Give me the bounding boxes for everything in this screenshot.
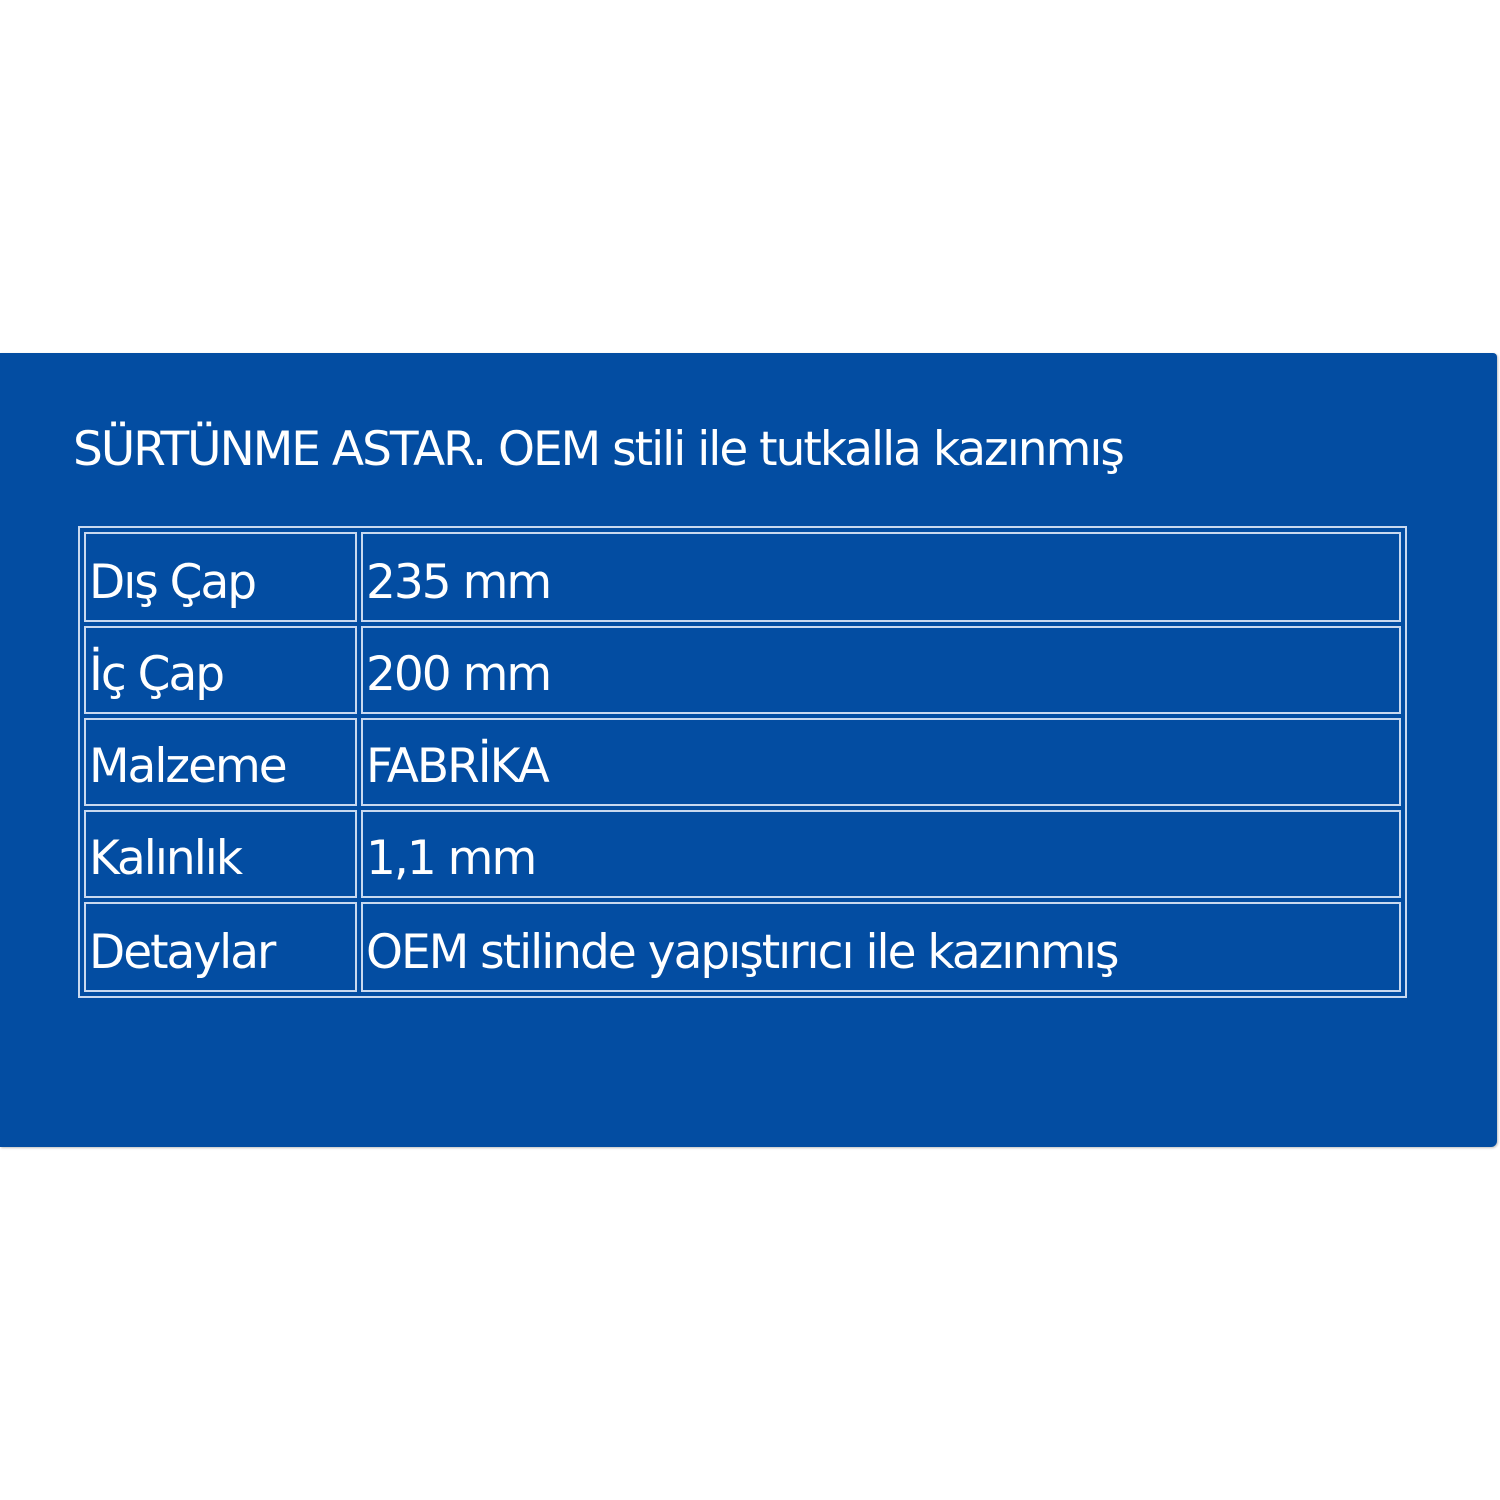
cell-text: Malzeme [89,739,286,794]
table-row [84,810,1401,898]
cell-text: OEM stilinde yapıştırıcı ile kazınmış [366,925,1118,980]
cell-text: FABRİKA [366,739,548,794]
spec-value-outer-diameter [361,532,1401,622]
spec-label-outer-diameter [84,532,357,622]
spec-label-inner-diameter [84,626,357,714]
table-row [84,626,1401,714]
spec-label-thickness [84,810,357,898]
spec-value-details [361,902,1401,992]
spec-value-material [361,718,1401,806]
spec-value-inner-diameter [361,626,1401,714]
cell-text: 235 mm [366,555,551,610]
spec-value-thickness [361,810,1401,898]
cell-text: Dış Çap [89,555,256,610]
specs-table [78,526,1407,998]
cell-text: Detaylar [89,925,275,980]
table-row [84,902,1401,992]
table-row [84,532,1401,622]
cell-text: 1,1 mm [366,831,536,886]
cell-text: Kalınlık [89,831,242,886]
product-title: SÜRTÜNME ASTAR. OEM stili ile tutkalla kazınmış [73,422,1123,477]
spec-label-details [84,902,357,992]
table-row [84,718,1401,806]
cell-text: 200 mm [366,647,551,702]
cell-text: İç Çap [89,647,224,702]
spec-label-material [84,718,357,806]
